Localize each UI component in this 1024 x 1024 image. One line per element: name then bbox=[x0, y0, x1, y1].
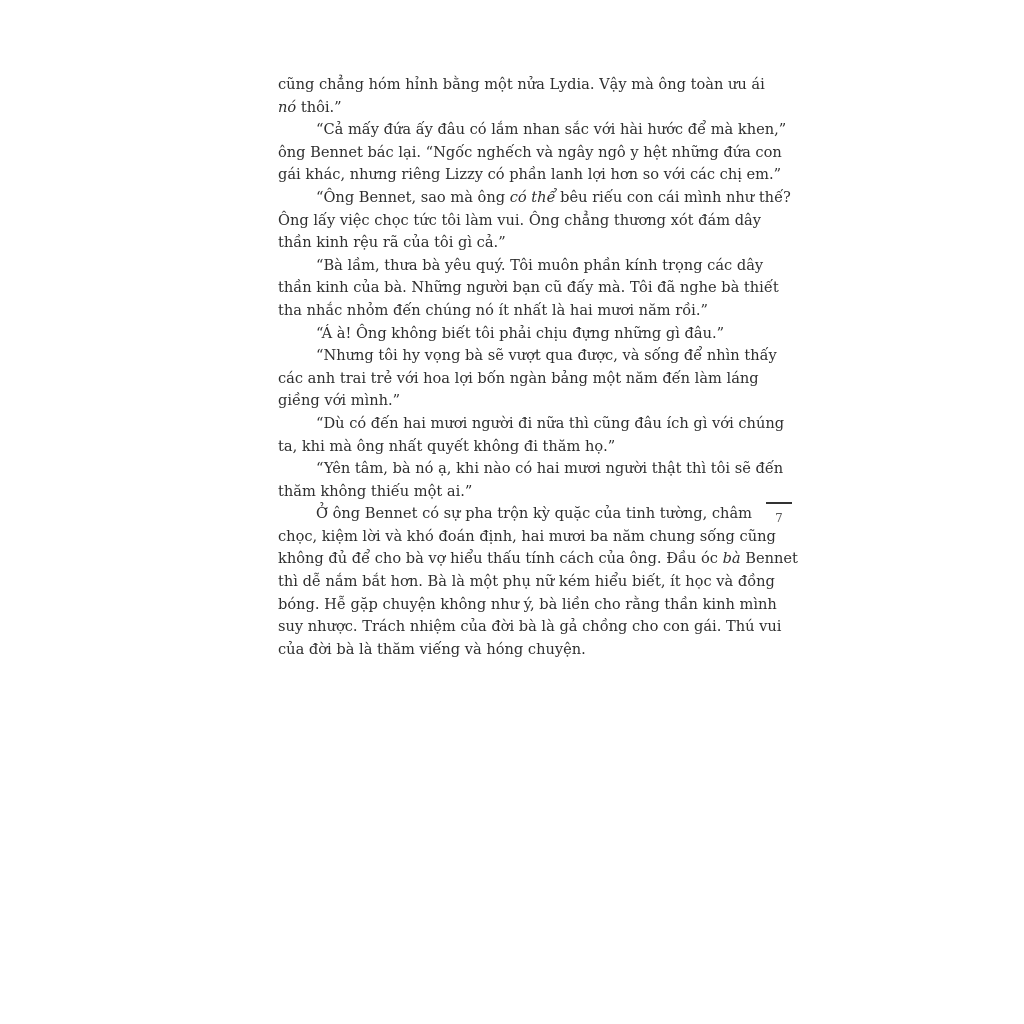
text-line: tha nhắc nhỏm đến chúng nó ít nhất là hai mươi năm rồi.” bbox=[278, 301, 708, 319]
text-line: các anh trai trẻ với hoa lợi bốn ngàn bảng một năm đến làm láng bbox=[278, 369, 759, 387]
text-line: ta, khi mà ông nhất quyết không đi thăm họ.” bbox=[278, 437, 616, 455]
emphasis-text: nó bbox=[278, 98, 297, 116]
body-text bbox=[278, 74, 798, 661]
emphasis-text: bà bbox=[722, 550, 741, 568]
text-line: “Á à! Ông không biết tôi phải chịu đựng những gì đâu.” bbox=[316, 324, 725, 342]
emphasis-text: có thể bbox=[509, 188, 556, 206]
text-line: thần kinh của bà. Những người bạn cũ đấy mà. Tôi đã nghe bà thiết bbox=[278, 279, 779, 297]
text-line: cũng chẳng hóm hỉnh bằng một nửa Lydia. Vậy mà ông toàn ưu ái bbox=[278, 76, 765, 93]
text-line: giềng với mình.” bbox=[278, 392, 401, 410]
text-line: “Ông Bennet, sao mà ông có thể bêu riếu con cái mình như thế? bbox=[316, 188, 791, 206]
text-line: “Nhưng tôi hy vọng bà sẽ vượt qua được, và sống để nhìn thấy bbox=[316, 347, 777, 365]
text-line: bóng. Hễ gặp chuyện không như ý, bà liền cho rằng thần kinh mình bbox=[278, 595, 777, 613]
text-line: “Yên tâm, bà nó ạ, khi nào có hai mươi người thật thì tôi sẽ đến bbox=[316, 460, 784, 478]
page-number-rule bbox=[766, 502, 792, 504]
text-line: suy nhược. Trách nhiệm của đời bà là gả chồng cho con gái. Thú vui bbox=[278, 618, 782, 636]
text-line: “Bà lầm, thưa bà yêu quý. Tôi muôn phần kính trọng các dây bbox=[316, 256, 764, 274]
text-line: ông Bennet bác lại. “Ngốc nghếch và ngây ngô y hệt những đứa con bbox=[278, 143, 782, 161]
text-line: gái khác, nhưng riêng Lizzy có phần lanh lợi hơn so với các chị em.” bbox=[278, 166, 782, 184]
text-line: của đời bà là thăm viếng và hóng chuyện. bbox=[278, 640, 586, 658]
text-line: Ở ông Bennet có sự pha trộn kỳ quặc của tinh tường, châm bbox=[316, 505, 752, 523]
text-line: chọc, kiệm lời và khó đoán định, hai mươi ba năm chung sống cũng bbox=[278, 527, 776, 545]
text-line: nó thôi.” bbox=[278, 98, 342, 116]
text-line: Ông lấy việc chọc tức tôi làm vui. Ông chẳng thương xót đám dây bbox=[278, 211, 761, 229]
text-line: không đủ để cho bà vợ hiểu thấu tính cách của ông. Đầu óc bà Bennet bbox=[278, 550, 798, 568]
text-line: “Cả mấy đứa ấy đâu có lắm nhan sắc với hài hước để mà khen,” bbox=[316, 121, 787, 139]
text-line: thì dễ nắm bắt hơn. Bà là một phụ nữ kém hiểu biết, ít học và đồng bbox=[278, 573, 775, 591]
text-line: thần kinh rệu rã của tôi gì cả.” bbox=[278, 234, 506, 252]
text-line: thăm không thiếu một ai.” bbox=[278, 482, 473, 500]
page-number: 7 bbox=[775, 511, 783, 525]
text-line: “Dù có đến hai mươi người đi nữa thì cũng đâu ích gì với chúng bbox=[316, 414, 785, 432]
